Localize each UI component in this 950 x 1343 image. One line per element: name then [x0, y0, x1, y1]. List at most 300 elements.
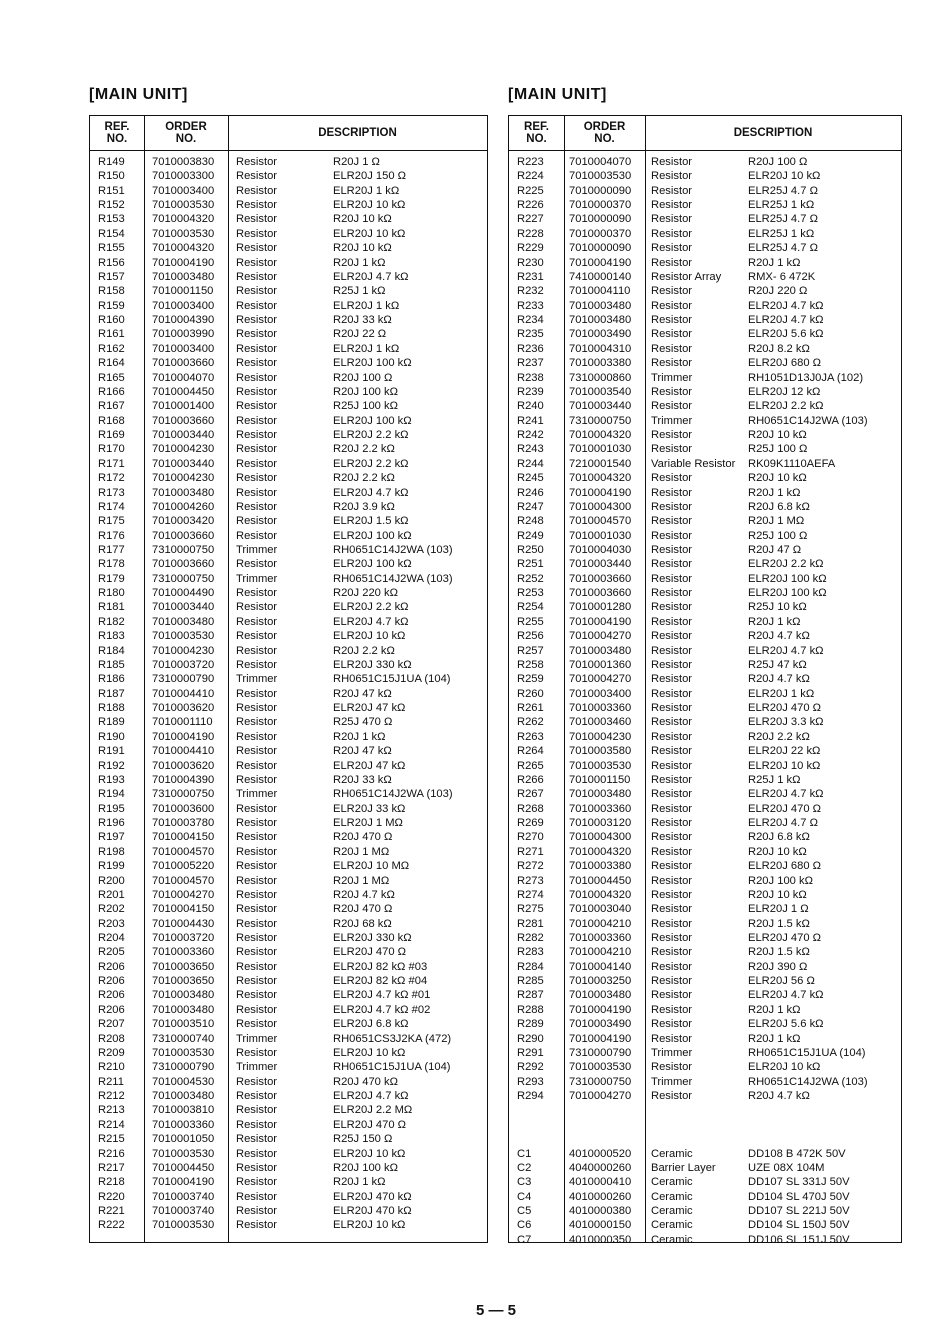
cell-part-type: Trimmer — [236, 788, 278, 801]
cell-ref-no: R247 — [517, 500, 544, 513]
cell-order-no: 7010004320 — [569, 888, 632, 901]
cell-order-no: 7010004140 — [569, 960, 632, 973]
table-row — [90, 1204, 487, 1218]
cell-order-no: 7010003660 — [569, 572, 632, 585]
cell-ref-no: R273 — [517, 874, 544, 887]
cell-part-spec: R25J 10 kΩ — [748, 601, 807, 614]
cell-ref-no: R258 — [517, 658, 544, 671]
cell-order-no: 7410000140 — [569, 270, 632, 283]
cell-order-no: 7010003650 — [152, 975, 215, 988]
cell-ref-no: R230 — [517, 256, 544, 269]
cell-ref-no: R206 — [98, 975, 125, 988]
table-row — [509, 1132, 901, 1146]
cell-part-spec: ELR20J 2.2 MΩ — [333, 1104, 413, 1117]
table-row — [90, 615, 487, 629]
cell-ref-no: R237 — [517, 357, 544, 370]
table-row — [509, 313, 901, 327]
cell-ref-no: R217 — [98, 1161, 125, 1174]
table-row — [90, 457, 487, 471]
table-row — [509, 1046, 901, 1060]
cell-part-spec: ELR20J 1.5 kΩ — [333, 515, 409, 528]
cell-ref-no: R168 — [98, 414, 125, 427]
cell-part-type: Resistor — [236, 1205, 278, 1217]
cell-order-no: 7310000750 — [152, 572, 215, 585]
table-row — [90, 327, 487, 341]
table-row — [90, 931, 487, 945]
cell-part-type: Resistor — [236, 975, 278, 988]
cell-part-type: Resistor — [236, 371, 278, 384]
cell-part-type: Resistor — [651, 1032, 693, 1045]
table-row — [509, 327, 901, 341]
cell-part-type: Resistor — [236, 845, 278, 858]
cell-ref-no: R198 — [98, 845, 125, 858]
cell-part-spec: ELR20J 150 Ω — [333, 170, 407, 183]
table-row — [90, 529, 487, 543]
cell-part-type: Resistor — [651, 486, 693, 499]
table-row — [90, 715, 487, 729]
table-row — [90, 1161, 487, 1175]
cell-part-type: Trimmer — [236, 543, 278, 556]
cell-part-spec: ELR20J 470 Ω — [748, 931, 822, 944]
cell-part-type: Resistor — [236, 860, 278, 873]
cell-part-spec: RH0651C14J2WA (103) — [333, 788, 453, 801]
cell-part-type: Trimmer — [236, 673, 278, 686]
cell-part-spec: R20J 10 kΩ — [748, 845, 807, 858]
cell-ref-no: R203 — [98, 917, 125, 930]
table-row — [509, 672, 901, 686]
cell-part-spec: R25J 470 Ω — [333, 716, 393, 729]
cell-order-no: 7310000750 — [569, 414, 632, 427]
cell-part-spec: R20J 1 kΩ — [748, 1032, 801, 1045]
table-row — [509, 1233, 901, 1247]
cell-part-type: Resistor — [651, 975, 693, 988]
table-row — [90, 543, 487, 557]
cell-part-type: Resistor — [236, 644, 278, 657]
cell-order-no: 7010004310 — [569, 342, 632, 355]
cell-order-no: 7010003250 — [569, 975, 632, 988]
cell-part-type: Resistor — [651, 817, 693, 830]
cell-part-spec: ELR20J 330 kΩ — [333, 658, 412, 671]
cell-ref-no: R293 — [517, 1075, 544, 1088]
cell-part-spec: R20J 1 kΩ — [333, 256, 386, 269]
cell-part-spec: R20J 2.2 kΩ — [748, 730, 810, 743]
cell-order-no: 4010000520 — [569, 1147, 632, 1160]
table-row — [509, 471, 901, 485]
cell-part-type: Resistor — [651, 903, 693, 916]
table-row — [509, 342, 901, 356]
cell-order-no: 7010004110 — [569, 285, 631, 298]
table-row — [90, 1060, 487, 1074]
table-row — [90, 1017, 487, 1031]
cell-part-type: Resistor — [236, 1147, 278, 1160]
cell-order-no: 7010003400 — [152, 342, 215, 355]
cell-ref-no: R225 — [517, 184, 544, 197]
cell-ref-no: C2 — [517, 1161, 532, 1174]
cell-part-type: Resistor — [236, 903, 278, 916]
cell-part-type: Resistor — [236, 931, 278, 944]
cell-part-type: Resistor — [651, 242, 693, 255]
cell-ref-no: R153 — [98, 213, 125, 226]
table-row — [90, 945, 487, 959]
cell-order-no: 7010000090 — [569, 242, 632, 255]
table-row — [90, 1003, 487, 1017]
cell-order-no: 7010003660 — [152, 414, 215, 427]
cell-order-no: 7010003830 — [152, 156, 215, 168]
table-row — [90, 586, 487, 600]
cell-order-no: 7010003600 — [152, 802, 215, 815]
cell-ref-no: R150 — [98, 170, 125, 183]
cell-part-spec: R20J 4.7 kΩ — [748, 630, 810, 643]
cell-order-no: 7010003480 — [569, 788, 632, 801]
cell-part-spec: R20J 47 Ω — [748, 543, 802, 556]
cell-ref-no: R267 — [517, 788, 544, 801]
table-row — [90, 414, 487, 428]
cell-part-type: Resistor — [236, 989, 278, 1002]
cell-part-type: Resistor — [651, 357, 693, 370]
cell-order-no: 7010003480 — [569, 314, 632, 327]
cell-ref-no: R195 — [98, 802, 125, 815]
cell-ref-no: R171 — [98, 457, 125, 470]
table-row — [90, 1190, 487, 1204]
cell-order-no: 7010003360 — [569, 702, 632, 715]
cell-part-type: Resistor — [651, 400, 693, 413]
table-row — [509, 212, 901, 226]
cell-ref-no: C4 — [517, 1190, 532, 1203]
cell-ref-no: R238 — [517, 371, 544, 384]
cell-ref-no: R282 — [517, 931, 544, 944]
cell-part-type: Resistor — [236, 472, 278, 485]
cell-order-no: 7010004230 — [152, 644, 215, 657]
cell-ref-no: R229 — [517, 242, 544, 255]
cell-order-no: 7010003480 — [152, 1090, 215, 1103]
cell-order-no: 7010004190 — [569, 256, 632, 269]
cell-part-spec: ELR20J 82 kΩ #04 — [333, 975, 428, 988]
cell-part-spec: ELR20J 680 Ω — [748, 357, 822, 370]
cell-order-no: 7010004190 — [152, 1176, 215, 1189]
cell-ref-no: R288 — [517, 1003, 544, 1016]
cell-ref-no: R149 — [98, 156, 125, 168]
cell-order-no: 7010003440 — [569, 558, 632, 571]
cell-order-no: 7310000740 — [152, 1032, 215, 1045]
cell-ref-no: R260 — [517, 687, 544, 700]
cell-ref-no: R210 — [98, 1061, 125, 1074]
cell-part-type: Resistor — [651, 227, 693, 240]
cell-ref-no: R190 — [98, 730, 125, 743]
table-row — [509, 198, 901, 212]
table-row — [509, 284, 901, 298]
table-row — [90, 1118, 487, 1132]
cell-ref-no: R165 — [98, 371, 125, 384]
cell-part-spec: R20J 33 kΩ — [333, 314, 392, 327]
table-row — [509, 169, 901, 183]
cell-ref-no: R268 — [517, 802, 544, 815]
cell-part-type: Resistor — [236, 515, 278, 528]
cell-part-type: Resistor — [236, 716, 278, 729]
table-row — [90, 428, 487, 442]
cell-part-spec: R20J 10 kΩ — [333, 213, 392, 226]
table-row — [509, 945, 901, 959]
cell-order-no: 7010003460 — [569, 716, 632, 729]
cell-part-type: Ceramic — [651, 1147, 693, 1160]
cell-part-type: Resistor — [236, 615, 278, 628]
cell-part-spec: R25J 1 kΩ — [748, 773, 801, 786]
cell-part-type: Resistor — [236, 227, 278, 240]
table-row — [90, 845, 487, 859]
table-row — [509, 557, 901, 571]
cell-order-no: 7010004190 — [152, 730, 215, 743]
table-row — [90, 960, 487, 974]
cell-ref-no: R227 — [517, 213, 544, 226]
cell-part-spec: R20J 1.5 kΩ — [748, 946, 810, 959]
cell-ref-no: R254 — [517, 601, 544, 614]
header-ref-no: REF. NO. — [104, 121, 130, 145]
cell-ref-no: R250 — [517, 543, 544, 556]
cell-part-spec: ELR20J 10 kΩ — [333, 199, 406, 212]
cell-part-type: Resistor — [651, 156, 693, 168]
table-row — [90, 658, 487, 672]
cell-order-no: 7210001540 — [569, 457, 632, 470]
cell-part-spec: ELR20J 4.7 kΩ #02 — [333, 1003, 431, 1016]
cell-order-no: 7010003780 — [152, 817, 215, 830]
cell-ref-no: R246 — [517, 486, 544, 499]
cell-order-no: 7010003720 — [152, 658, 215, 671]
cell-part-type: Resistor — [236, 486, 278, 499]
cell-ref-no: R213 — [98, 1104, 125, 1117]
cell-order-no: 7010003480 — [152, 615, 215, 628]
cell-part-type: Resistor — [236, 802, 278, 815]
table-row — [90, 169, 487, 183]
cell-ref-no: R152 — [98, 199, 125, 212]
table-row — [509, 715, 901, 729]
cell-order-no: 7010003530 — [569, 1061, 632, 1074]
cell-order-no: 7010004210 — [569, 917, 632, 930]
table-row — [509, 902, 901, 916]
table-row — [90, 902, 487, 916]
cell-order-no: 7010004270 — [569, 673, 632, 686]
cell-order-no: 7010004390 — [152, 773, 215, 786]
cell-order-no: 7310000790 — [152, 673, 215, 686]
cell-ref-no: R271 — [517, 845, 544, 858]
cell-order-no: 7010003530 — [152, 1046, 215, 1059]
table-row — [509, 500, 901, 514]
table-row — [509, 371, 901, 385]
cell-part-spec: RH0651CS3J2KA (472) — [333, 1032, 452, 1045]
cell-part-spec: R25J 47 kΩ — [748, 658, 807, 671]
cell-part-type: Resistor — [651, 184, 693, 197]
table-row — [509, 270, 901, 284]
cell-order-no: 7010000370 — [569, 199, 632, 212]
table-row — [509, 356, 901, 370]
cell-part-type: Resistor — [236, 1133, 278, 1146]
cell-order-no: 4040000260 — [569, 1161, 632, 1174]
cell-part-spec: R20J 1 kΩ — [748, 486, 801, 499]
cell-ref-no: R270 — [517, 831, 544, 844]
header-order-no: ORDER NO. — [165, 121, 207, 145]
cell-part-spec: RH0651C15J1UA (104) — [748, 1046, 866, 1059]
cell-ref-no: R200 — [98, 874, 125, 887]
cell-part-spec: R20J 2.2 kΩ — [333, 443, 395, 456]
table-row — [90, 155, 487, 169]
cell-ref-no: R183 — [98, 630, 125, 643]
cell-order-no: 7010003360 — [152, 946, 215, 959]
cell-ref-no: R205 — [98, 946, 125, 959]
cell-part-spec: ELR20J 470 Ω — [333, 1118, 407, 1131]
cell-order-no: 7010003530 — [152, 199, 215, 212]
cell-part-type: Resistor — [236, 299, 278, 312]
cell-order-no: 7010004190 — [569, 486, 632, 499]
cell-part-type: Resistor — [651, 687, 693, 700]
cell-part-type: Resistor — [236, 917, 278, 930]
cell-order-no: 7010003530 — [569, 759, 632, 772]
cell-order-no: 7010004410 — [152, 687, 215, 700]
table-row — [90, 270, 487, 284]
cell-part-spec: ELR20J 6.8 kΩ — [333, 1018, 409, 1031]
cell-part-spec: ELR20J 100 kΩ — [333, 558, 412, 571]
cell-part-spec: DD107 SL 331J 50V — [748, 1176, 850, 1189]
cell-part-spec: ELR20J 470 Ω — [748, 702, 822, 715]
table-row — [509, 830, 901, 844]
cell-part-type: Resistor — [651, 1018, 693, 1031]
cell-ref-no: R259 — [517, 673, 544, 686]
cell-order-no: 7310000860 — [569, 371, 632, 384]
cell-ref-no: R202 — [98, 903, 125, 916]
cell-part-type: Resistor — [236, 1219, 278, 1232]
cell-ref-no: R223 — [517, 156, 544, 168]
parts-table-right — [508, 115, 902, 1246]
table-row — [509, 1161, 901, 1175]
cell-order-no: 7310000750 — [569, 1075, 632, 1088]
cell-part-type: Resistor — [236, 156, 278, 168]
table-row — [90, 486, 487, 500]
cell-part-type: Resistor — [651, 644, 693, 657]
table-row — [90, 1089, 487, 1103]
table-row — [509, 1060, 901, 1074]
cell-part-spec: ELR20J 12 kΩ — [748, 385, 821, 398]
cell-part-type: Resistor — [236, 400, 278, 413]
table-row — [90, 917, 487, 931]
table-row — [90, 1032, 487, 1046]
cell-part-spec: ELR20J 330 kΩ — [333, 931, 412, 944]
cell-part-spec: R20J 1 MΩ — [333, 874, 390, 887]
cell-ref-no: R274 — [517, 888, 544, 901]
cell-part-spec: R20J 100 kΩ — [748, 874, 813, 887]
cell-part-type: Resistor — [236, 960, 278, 973]
cell-order-no: 7010003530 — [152, 1147, 215, 1160]
cell-part-spec: R20J 33 kΩ — [333, 773, 392, 786]
cell-order-no: 7010003490 — [569, 1018, 632, 1031]
table-row — [509, 1218, 901, 1232]
cell-order-no: 7010003620 — [152, 759, 215, 772]
cell-part-spec: R25J 150 Ω — [333, 1133, 393, 1146]
cell-part-type: Resistor — [651, 702, 693, 715]
table-row — [90, 1075, 487, 1089]
table-row — [90, 759, 487, 773]
table-row — [90, 399, 487, 413]
table-row — [509, 974, 901, 988]
cell-ref-no: R158 — [98, 285, 125, 298]
cell-part-spec: RH0651C14J2WA (103) — [333, 543, 453, 556]
table-row — [90, 1147, 487, 1161]
left-section-title: [MAIN UNIT] — [89, 86, 188, 103]
table-row — [90, 974, 487, 988]
cell-order-no: 7010004270 — [152, 888, 215, 901]
table-row — [90, 241, 487, 255]
cell-ref-no: R212 — [98, 1090, 125, 1103]
cell-part-type: Resistor — [651, 802, 693, 815]
cell-ref-no: R185 — [98, 658, 125, 671]
table-row — [509, 299, 901, 313]
right-section-title: [MAIN UNIT] — [508, 86, 607, 103]
table-row — [509, 1075, 901, 1089]
cell-part-type: Resistor — [651, 759, 693, 772]
cell-order-no: 7010001400 — [152, 400, 215, 413]
cell-ref-no: R186 — [98, 673, 125, 686]
cell-ref-no: R191 — [98, 745, 125, 758]
table-row — [509, 859, 901, 873]
table-row — [509, 960, 901, 974]
cell-part-type: Resistor — [651, 170, 693, 183]
table-row — [509, 457, 901, 471]
table-row — [509, 514, 901, 528]
cell-order-no: 7010004530 — [152, 1075, 215, 1088]
cell-order-no: 7010003530 — [152, 630, 215, 643]
cell-part-spec: ELR20J 1 Ω — [748, 903, 809, 916]
cell-part-type: Resistor — [236, 213, 278, 226]
cell-part-type: Resistor — [236, 429, 278, 442]
cell-ref-no: R201 — [98, 888, 125, 901]
cell-order-no: 7010001110 — [152, 716, 213, 729]
cell-order-no: 7010004230 — [569, 730, 632, 743]
cell-order-no: 7010000090 — [569, 184, 632, 197]
cell-part-spec: ELR20J 1 kΩ — [748, 687, 815, 700]
cell-order-no: 7010004260 — [152, 500, 215, 513]
cell-ref-no: R154 — [98, 227, 125, 240]
cell-part-type: Resistor — [236, 888, 278, 901]
cell-order-no: 7010001050 — [152, 1133, 215, 1146]
cell-ref-no: R242 — [517, 429, 544, 442]
cell-part-type: Resistor — [651, 1090, 693, 1103]
cell-part-spec: R20J 470 Ω — [333, 903, 393, 916]
table-row — [90, 299, 487, 313]
cell-ref-no: R215 — [98, 1133, 125, 1146]
cell-order-no: 4010000410 — [569, 1176, 632, 1189]
cell-order-no: 7010003740 — [152, 1205, 215, 1217]
cell-part-spec: DD104 SL 150J 50V — [748, 1219, 850, 1232]
cell-order-no: 7310000790 — [569, 1046, 632, 1059]
cell-part-spec: ELR20J 1 kΩ — [333, 299, 400, 312]
cell-ref-no: R162 — [98, 342, 125, 355]
cell-order-no: 7010004410 — [152, 745, 215, 758]
cell-ref-no: R197 — [98, 831, 125, 844]
cell-part-spec: ELR20J 5.6 kΩ — [748, 1018, 824, 1031]
table-row — [90, 1046, 487, 1060]
table-row — [509, 1147, 901, 1161]
cell-part-type: Resistor — [236, 199, 278, 212]
table-row — [90, 371, 487, 385]
cell-part-type: Resistor Array — [651, 270, 722, 283]
cell-ref-no: R256 — [517, 630, 544, 643]
cell-part-spec: DD104 SL 470J 50V — [748, 1190, 850, 1203]
table-row — [509, 629, 901, 643]
cell-part-type: Resistor — [236, 242, 278, 255]
cell-ref-no: R208 — [98, 1032, 125, 1045]
cell-order-no: 7010003440 — [569, 400, 632, 413]
cell-part-type: Resistor — [236, 601, 278, 614]
cell-ref-no: R206 — [98, 989, 125, 1002]
table-row — [509, 543, 901, 557]
cell-ref-no: R169 — [98, 429, 125, 442]
cell-part-spec: R25J 100 Ω — [748, 443, 808, 456]
